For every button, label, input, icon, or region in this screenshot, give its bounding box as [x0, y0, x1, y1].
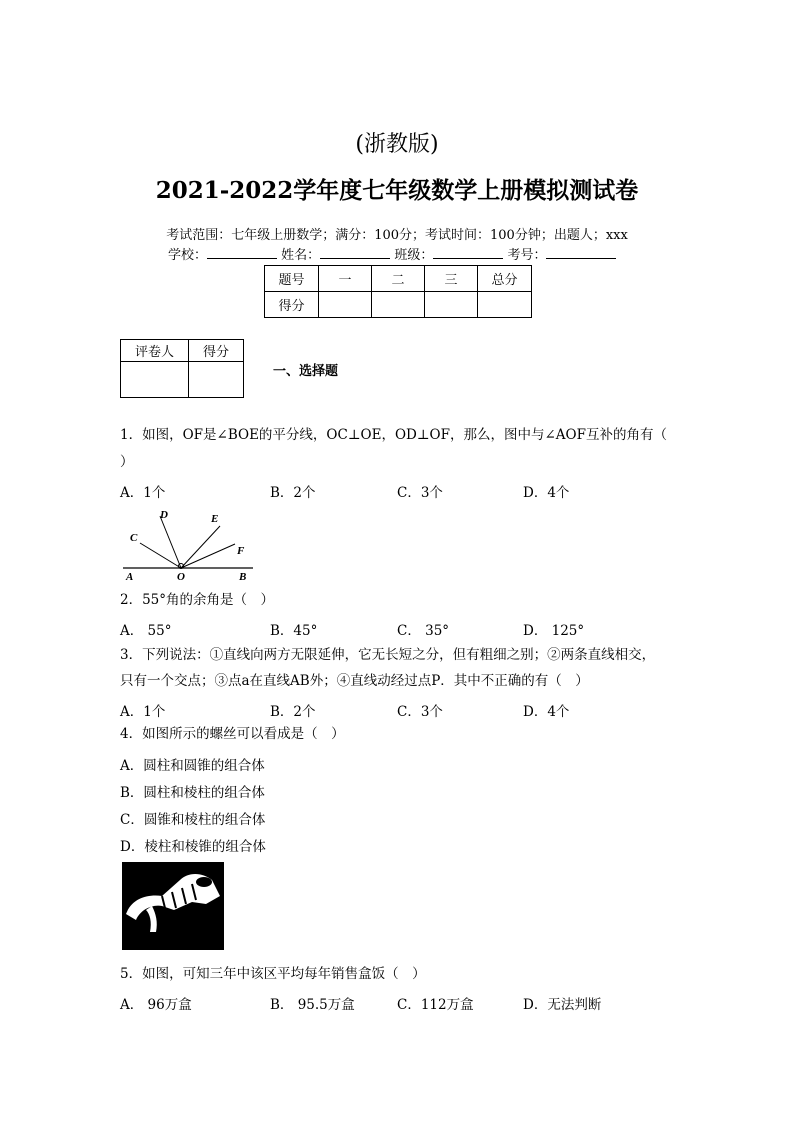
grader-table	[120, 339, 244, 398]
score-header: 三	[425, 266, 478, 292]
score-cell[interactable]	[372, 292, 425, 318]
angle-figure	[118, 505, 258, 585]
q2-option-d[interactable]: D． 125°	[523, 623, 585, 639]
score-table	[264, 265, 532, 318]
label-e: E	[211, 513, 219, 525]
label-d: D	[160, 509, 168, 521]
name-blank[interactable]	[320, 244, 390, 259]
q4-option-d[interactable]: D．棱柱和棱锥的组合体	[120, 839, 266, 855]
score-header: 总分	[478, 266, 532, 292]
q1-option-b[interactable]: B．2个	[270, 485, 316, 501]
label-o: O	[177, 571, 185, 583]
class-blank[interactable]	[433, 244, 503, 259]
score-row-label: 得分	[265, 292, 319, 318]
grader-cell[interactable]	[121, 362, 189, 398]
score-cell[interactable]	[319, 292, 372, 318]
grader-header: 得分	[189, 340, 244, 362]
question-1-stem-line2: ）	[120, 454, 134, 470]
q4-option-b[interactable]: B．圆柱和棱柱的组合体	[120, 785, 265, 801]
q3-option-c[interactable]: C．3个	[397, 704, 443, 720]
grader-cell[interactable]	[189, 362, 244, 398]
exam-info: 考试范围：七年级上册数学；满分：100分；考试时间：100分钟；出题人；xxx	[166, 228, 628, 243]
q5-option-d[interactable]: D．无法判断	[523, 997, 602, 1013]
q3-option-a[interactable]: A．1个	[120, 704, 166, 720]
score-header: 二	[372, 266, 425, 292]
question-1-stem-line1: 1．如图，OF是∠BOE的平分线，OC⊥OE，OD⊥OF，那么，图中与∠AOF互补的角有（	[120, 427, 667, 443]
screw-photo	[122, 862, 224, 950]
school-blank[interactable]	[207, 244, 277, 259]
q5-option-a[interactable]: A． 96万盒	[120, 997, 192, 1013]
q4-option-c[interactable]: C．圆锥和棱柱的组合体	[120, 812, 266, 828]
q1-option-a[interactable]: A．1个	[120, 485, 166, 501]
q5-option-b[interactable]: B． 95.5万盒	[270, 997, 355, 1013]
q1-option-d[interactable]: D．4个	[523, 485, 570, 501]
label-c: C	[130, 532, 138, 544]
q5-option-c[interactable]: C．112万盒	[397, 997, 474, 1013]
name-label: 姓名：	[281, 248, 321, 263]
q4-option-a[interactable]: A．圆柱和圆锥的组合体	[120, 758, 265, 774]
ray-of	[181, 544, 235, 568]
ray-od	[160, 516, 181, 568]
label-b: B	[239, 571, 247, 583]
grader-header: 评卷人	[121, 340, 189, 362]
question-2-stem: 2．55°角的余角是（ ）	[120, 592, 275, 608]
ray-oc	[140, 543, 181, 568]
question-3-stem-line2: 只有一个交点；③点a在直线AB外；④直线动经过点P．其中不正确的有（ ）	[120, 673, 589, 689]
q1-option-c[interactable]: C．3个	[397, 485, 443, 501]
exam-no-label: 考号：	[507, 248, 547, 263]
q2-option-b[interactable]: B．45°	[270, 623, 318, 639]
subtitle: (浙教版)	[355, 132, 439, 157]
page-title: 2021-2022学年度七年级数学上册模拟测试卷	[155, 177, 639, 204]
section-heading: 一、选择题	[273, 364, 339, 379]
q3-option-d[interactable]: D．4个	[523, 704, 570, 720]
score-cell[interactable]	[425, 292, 478, 318]
q2-option-a[interactable]: A． 55°	[120, 623, 172, 639]
class-label: 班级：	[394, 248, 434, 263]
score-header: 题号	[265, 266, 319, 292]
student-fields	[168, 244, 616, 263]
score-cell[interactable]	[478, 292, 532, 318]
ray-oe	[181, 526, 220, 568]
exam-no-blank[interactable]	[546, 244, 616, 259]
label-f: F	[237, 545, 245, 557]
school-label: 学校：	[168, 248, 208, 263]
score-header: 一	[319, 266, 372, 292]
label-a: A	[126, 571, 134, 583]
question-3-stem-line1: 3．下列说法：①直线向两方无限延伸，它无长短之分，但有粗细之别；②两条直线相交，	[120, 647, 656, 663]
question-4-stem: 4．如图所示的螺丝可以看成是（ ）	[120, 726, 345, 742]
q3-option-b[interactable]: B．2个	[270, 704, 316, 720]
q2-option-c[interactable]: C． 35°	[397, 623, 450, 639]
question-5-stem: 5．如图，可知三年中该区平均每年销售盒饭（ ）	[120, 966, 426, 982]
